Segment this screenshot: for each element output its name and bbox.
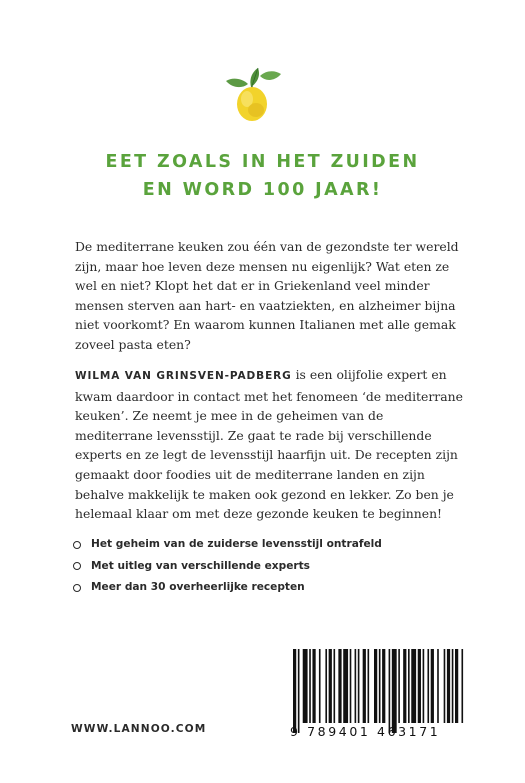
barcode-bar (379, 649, 381, 723)
author-bio-paragraph (75, 365, 465, 524)
bullet-circle-icon (73, 584, 81, 592)
barcode-bar (303, 649, 308, 723)
barcode-bar (408, 649, 410, 723)
author-name: WILMA VAN GRINSVEN-PADBERG (75, 370, 292, 382)
highlights-list (73, 534, 382, 599)
barcode-digits: 9 789401 463171 (290, 724, 441, 739)
barcode-bar (355, 649, 357, 723)
barcode-bar (427, 649, 429, 723)
barcode-bar (325, 649, 327, 723)
barcode-bar (447, 649, 450, 723)
barcode-bar (350, 649, 352, 723)
barcode-bar (343, 649, 348, 723)
barcode-bar (418, 649, 421, 723)
barcode-bar (363, 649, 366, 723)
barcode-bar (411, 649, 416, 723)
publisher-website: WWW.LANNOO.COM (71, 723, 207, 735)
tagline-line-1: EET ZOALS IN HET ZUIDEN (105, 152, 420, 172)
author-bio-text: is een olijfolie expert en kwam daardoor in contact met het fenomeen ‘de mediterrane keuken’. Ze neemt je mee in de geheimen van de mediterrane levensstijl. Ze gaat te rade bij verschillende experts en ze legt de levensstijl haarfijn uit. De recepten zijn gemaakt door foodies uit de mediterrane landen en zijn behalve makkelijk te maken ook gezond en lekker. Zo ben je helemaal klaar om met deze gezonde keuken te beginnen! (75, 367, 463, 522)
barcode-bar (455, 649, 458, 723)
list-item: Met uitleg van verschillende experts (73, 556, 382, 578)
barcode-bar (298, 649, 300, 733)
tagline-line-2: EN WORD 100 JAAR! (142, 180, 383, 200)
barcode-bar (329, 649, 332, 723)
lemon-icon (218, 62, 284, 128)
bullet-circle-icon (73, 562, 81, 570)
barcode-bar (431, 649, 434, 723)
barcode-bar (319, 649, 321, 723)
barcode-bar (309, 649, 311, 723)
barcode-bar (389, 649, 391, 733)
barcode-bar (452, 649, 454, 723)
barcode-bar (423, 649, 425, 723)
barcode-bar (382, 649, 385, 723)
barcode-bar (398, 649, 400, 723)
bullet-circle-icon (73, 541, 81, 549)
barcode-bar (312, 649, 315, 723)
barcode-bar (403, 649, 406, 723)
intro-paragraph: De mediterrane keuken zou één van de gezondste ter wereld zijn, maar hoe leven deze mensen nu eigenlijk? Wat eten ze wel en niet? Klopt het dat er in Griekenland veel minder mensen sterven aan hart- en vaatziekten, en alzheimer bijna niet voorkomt? En waarom kunnen Italianen met alle gemak zoveel pasta eten? (75, 239, 459, 352)
barcode-bar (461, 649, 463, 723)
barcode-bar (374, 649, 377, 723)
barcode-bar (358, 649, 360, 723)
barcode-bar (334, 649, 336, 723)
list-item: Meer dan 30 overheerlijke recepten (73, 577, 382, 599)
barcode-bar (444, 649, 446, 723)
barcode-bar (338, 649, 341, 723)
list-item: Het geheim van de zuiderse levensstijl ontrafeld (73, 534, 382, 556)
barcode-bar (392, 649, 397, 733)
barcode-bar (437, 649, 439, 723)
barcode-bar (368, 649, 370, 723)
barcode-bar (293, 649, 296, 733)
